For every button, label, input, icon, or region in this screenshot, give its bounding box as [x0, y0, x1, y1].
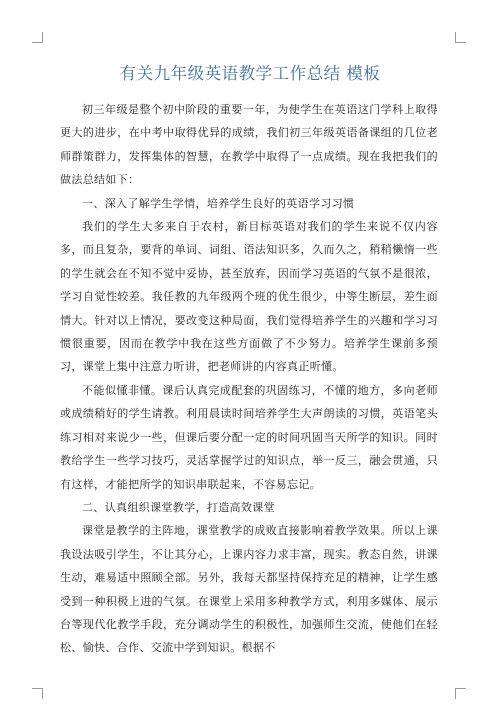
- crop-mark-top-right: [455, 32, 466, 43]
- crop-mark-bottom-right: [455, 688, 466, 699]
- crop-mark-top-left: [32, 32, 43, 43]
- document-title: 有关九年级英语教学工作总结 模板: [119, 64, 381, 83]
- section-1-paragraph-1: 我们的学生大多来自于农村，新目标英语对我们的学生来说不仅内容多，而且复杂，要背的单词、词组、语法知识多，久而久之，稍稍懒惰一些的学生就会在不知不觉中妥协，甚至放弃，因而学习英语的气氛不是很浓，学习自觉性较差。我任教的九年级两个班的优生很少，中等生断层，差生面情大。针对以上情况，要改变这种局面，我们觉得培养学生的兴趣和学习习惯很重要，因而在教学中我在这些方面做了不少努力。培养学生课前多预习，课堂上集中注意力听讲，把老师讲的内容真正听懂。: [60, 220, 438, 374]
- crop-mark-bottom-left: [32, 688, 43, 699]
- section-1-paragraph-2: 不能似懂非懂。课后认真完成配套的巩固练习，不懂的地方，多向老师或成绩稍好的学生请教。利用晨读时间培养学生大声朗读的习惯，英语笔头练习相对来说少一些，但课后要分配一定的时间巩固当天所学的知识。同时教给学生一些学习技巧，灵活掌握学过的知识点，举一反三，融会贯通，只有这样，才能把所学的知识串联起来，不容易忘记。: [60, 383, 438, 491]
- section-2-paragraph-1: 课堂是教学的主阵地，课堂教学的成败直接影响着教学效果。所以上课我设法吸引学生，不让其分心，上课内容力求丰富，现实。教态自然，讲课生动，难易适中照顾全部。另外，我每天都坚持保持充足的精神，让学生感受到一种积极上进的气氛。在课堂上采用多种教学方式，利用多媒体、展示台等现代化教学手段，充分调动学生的积极性，加强师生交流，使他们在轻松、愉快、合作、交流中学到知识。根据不: [60, 524, 438, 655]
- section-1-heading: 一、深入了解学生学情，培养学生良好的英语学习习惯: [82, 196, 355, 210]
- intro-paragraph: 初三年级是整个初中阶段的重要一年，为使学生在英语这门学科上取得更大的进步，在中考中取得优异的成绩，我们初三年级英语备课组的几位老师群策群力，发挥集体的智慧，在教学中取得了一点成绩。现在我把我们的做法总结如下：: [60, 103, 438, 187]
- section-2-heading: 二、认真组织课堂教学，打造高效课堂: [82, 500, 275, 514]
- document-body: [60, 98, 438, 660]
